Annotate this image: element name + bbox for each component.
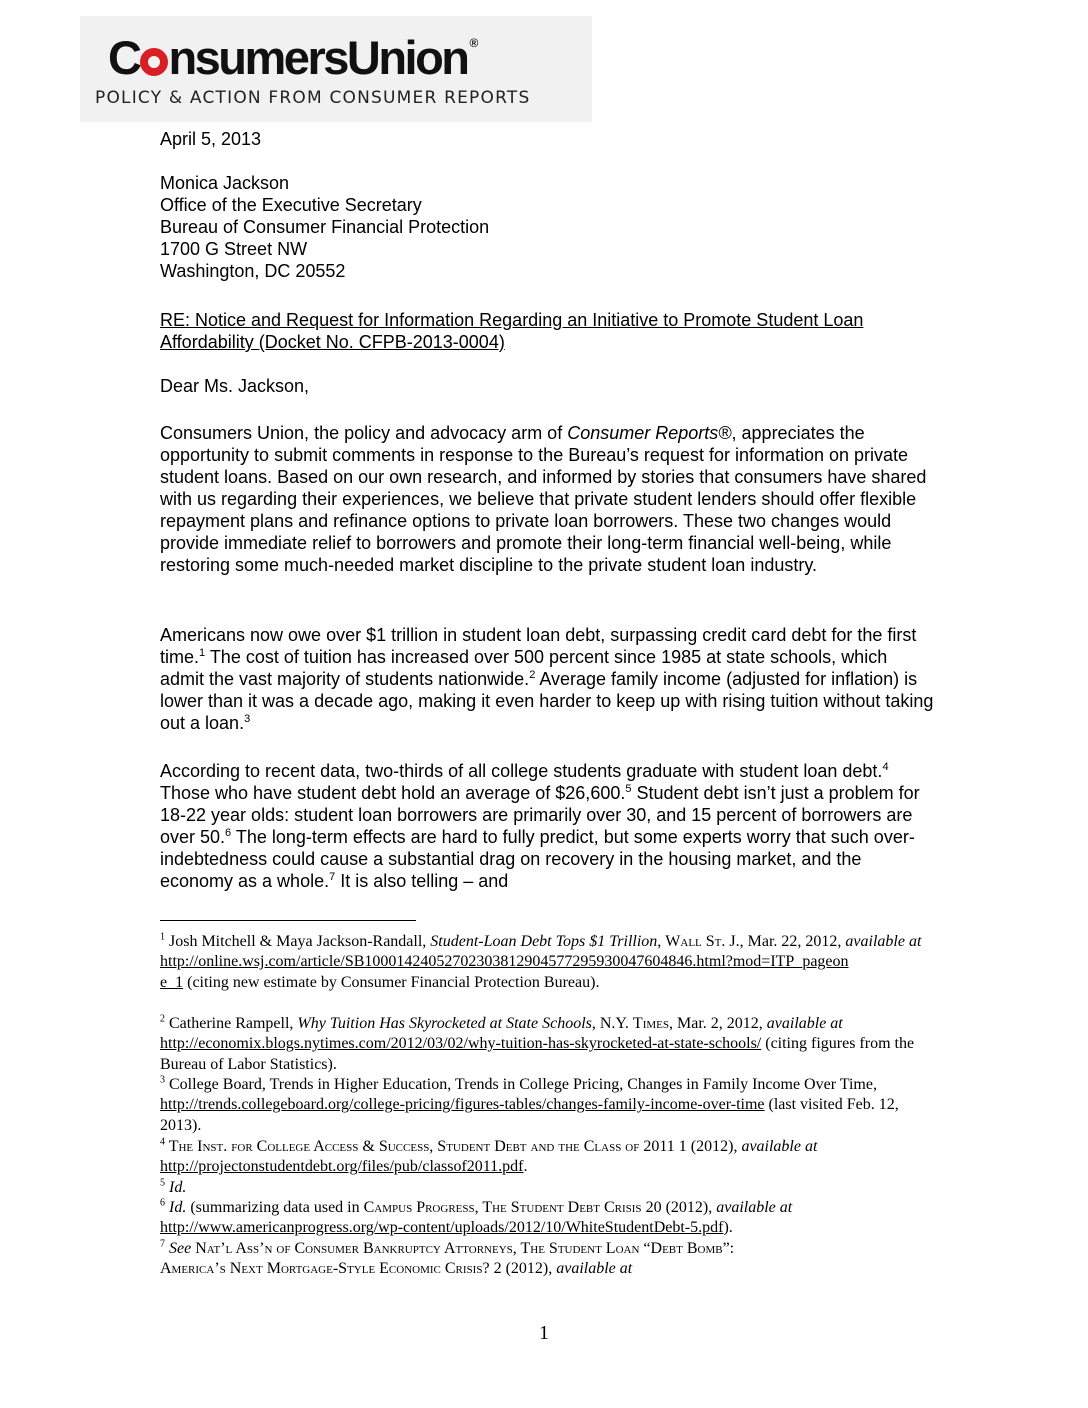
fn2-author: Catherine Rampell, [165, 1015, 298, 1032]
recipient-address [160, 172, 936, 282]
fn4-end: . [523, 1158, 528, 1176]
fn3-text: College Board, Trends in Higher Education, Trends in College Pricing, Changes in Family Income Over Time, [165, 1076, 877, 1093]
fn5-number: 5 [160, 1177, 165, 1189]
fn4-source: The Inst. for College Access & Success, Student Debt and the Class of [165, 1138, 640, 1155]
fn7-source: Nat’l Ass’n of Consumer Bankruptcy Attorneys, The Student Loan “Debt Bomb”: [191, 1240, 735, 1257]
logo-letter-c: C [108, 31, 140, 84]
fn7-number: 7 [160, 1238, 165, 1250]
recipient-street: 1700 G Street NW [160, 239, 308, 259]
footnote-4 [160, 1137, 940, 1178]
p3-text-c: Student debt isn’t just a problem for 18-22 year olds: student loan borrowers are primarily over 30, and 15 percent of borrowers are over 50. [160, 783, 920, 847]
fn2-date: , Mar. 2, 2012, [668, 1015, 767, 1032]
footnote-1 [160, 932, 940, 993]
fn2-link[interactable]: http://economix.blogs.nytimes.com/2012/03/02/why-tuition-has-skyrocketed-at-state-schools/ [160, 1035, 762, 1053]
fn6-id: Id. [165, 1199, 187, 1216]
fn1-authors: Josh Mitchell & Maya Jackson-Randall, [165, 933, 431, 950]
fn2-sep: , N.Y. [591, 1015, 633, 1032]
footnote-5 [160, 1178, 940, 1198]
fn6-number: 6 [160, 1197, 165, 1209]
p1-text-b: , appreciates the opportunity to submit comments in response to the Bureau’s request for information on private student loans. Based on our own research, and informed by stories that consumers have shared with us regarding their experiences, we believe that private student lenders should offer flexible repayment plans and refinance options to private loan borrowers. These two changes would provide immediate relief to borrowers and promote their long-term financial well-being, while restoring some much-needed market discipline to the private student loan industry. [160, 423, 927, 575]
fn2-journal: Times [632, 1015, 669, 1032]
fn1-sep: , [657, 933, 666, 950]
re-line [160, 309, 936, 353]
salutation: Dear Ms. Jackson, [160, 376, 310, 396]
fn1-available-at: available at [845, 933, 922, 950]
fn2-note: (citing figures from the Bureau of Labor Statistics). [160, 1035, 915, 1073]
fn1-title: Student-Loan Debt Tops $1 Trillion [430, 933, 658, 950]
fn6-end: ). [723, 1219, 733, 1237]
consumers-union-logo [80, 16, 592, 122]
re-line-2: Affordability (Docket No. CFPB-2013-0004) [160, 332, 505, 352]
letter-date: April 5, 2013 [160, 129, 262, 149]
fn3-number: 3 [160, 1074, 165, 1086]
footnote-ref-5: 5 [625, 783, 632, 795]
recipient-bureau: Bureau of Consumer Financial Protection [160, 217, 490, 237]
logo-text: nsumersUnion [168, 31, 468, 84]
fn4-number: 4 [160, 1136, 165, 1148]
fn7-source-cont: America’s Next Mortgage-Style Economic Crisis? [160, 1260, 490, 1278]
fn4-link[interactable]: http://projectonstudentdebt.org/files/pub/classof2011.pdf [160, 1158, 524, 1176]
fn3-link[interactable]: http://trends.collegeboard.org/college-pricing/figures-tables/changes-family-income-over-time [160, 1096, 765, 1114]
fn6-available-at: available at [716, 1199, 793, 1216]
fn6-source: Campus Progress, The Student Debt Crisis [363, 1199, 642, 1216]
re-line-1: RE: Notice and Request for Information Regarding an Initiative to Promote Student Loan [160, 310, 864, 330]
recipient-name: Monica Jackson [160, 173, 290, 193]
logo-red-o-icon [140, 48, 168, 76]
footnote-ref-3: 3 [244, 713, 251, 725]
footnote-ref-7: 7 [329, 871, 336, 883]
p1-text-a: Consumers Union, the policy and advocacy arm of [160, 423, 568, 443]
fn1-note: (citing new estimate by Consumer Financial Protection Bureau). [183, 973, 600, 991]
footnote-3 [160, 1075, 940, 1136]
fn4-available-at: available at [741, 1138, 818, 1155]
p2-text-a: Americans now owe over $1 trillion in student loan debt, surpassing credit card debt for the first time. [160, 625, 917, 667]
logo-wordmark [108, 30, 478, 85]
fn2-title: Why Tuition Has Skyrocketed at State Schools [297, 1015, 592, 1032]
fn2-available-at: available at [766, 1015, 843, 1032]
footnote-2 [160, 1014, 940, 1075]
fn3-note: (last visited Feb. 12, 2013). [160, 1096, 899, 1134]
recipient-office: Office of the Executive Secretary [160, 195, 422, 215]
fn7-available-at: available at [556, 1260, 633, 1278]
recipient-city: Washington, DC 20552 [160, 261, 346, 281]
fn6-link[interactable]: http://www.americanprogress.org/wp-content/uploads/2012/10/WhiteStudentDebt-5.pdf [160, 1219, 724, 1237]
p3-text-e: It is also telling – and [335, 871, 509, 891]
fn7-year: 2 (2012), [489, 1260, 557, 1278]
footnote-ref-6: 6 [225, 827, 232, 839]
footnote-ref-2: 2 [529, 669, 536, 681]
fn4-year: 2011 1 (2012), [639, 1138, 742, 1155]
p2-text-c: Average family income (adjusted for inflation) is lower than it was a decade ago, making it even harder to keep up with rising tuition without taking out a loan. [160, 669, 934, 733]
footnote-ref-4: 4 [882, 761, 889, 773]
p3-text-d: The long-term effects are hard to fully predict, but some experts worry that such over-indebtedness could cause a substantial drag on recovery in the housing market, and the economy as a whole. [160, 827, 915, 891]
footnote-7 [160, 1239, 940, 1280]
fn1-number: 1 [160, 931, 165, 943]
p2-text-b: The cost of tuition has increased over 500 percent since 1985 at state schools, which admit the vast majority of students nationwide. [160, 647, 888, 689]
footnote-ref-1: 1 [199, 647, 206, 659]
fn7-see: See [165, 1240, 192, 1257]
paragraph-3 [160, 760, 936, 892]
paragraph-1 [160, 422, 936, 576]
footnote-6 [160, 1198, 940, 1239]
fn1-journal: Wall St. J. [665, 933, 740, 950]
p3-text-a: According to recent data, two-thirds of all college students graduate with student loan debt. [160, 761, 883, 781]
p3-text-b: Those who have student debt hold an average of $26,600. [160, 783, 626, 803]
fn1-date: , Mar. 22, 2012, [739, 933, 846, 950]
page-number: 1 [539, 1322, 549, 1344]
logo-registered-mark: ® [469, 36, 479, 50]
fn1-link[interactable]: http://online.wsj.com/article/SB10001424052702303812904577295930047604846.html?mod=ITP_pageon [160, 953, 849, 971]
fn6-year: 20 (2012), [641, 1199, 717, 1216]
fn2-number: 2 [160, 1013, 165, 1025]
fn5-id: Id. [165, 1179, 187, 1196]
paragraph-2 [160, 624, 936, 734]
fn6-text: (summarizing data used in [186, 1199, 364, 1216]
logo-tagline: POLICY & ACTION FROM CONSUMER REPORTS [95, 88, 531, 108]
fn1-link-cont[interactable]: e_1 [160, 973, 184, 991]
p1-publication: Consumer Reports® [567, 423, 732, 443]
footnote-divider [160, 920, 416, 921]
